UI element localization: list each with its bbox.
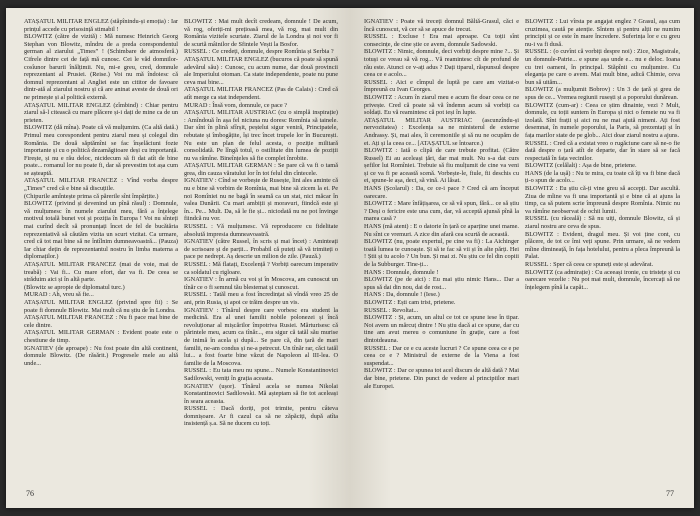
paragraph: RUSSEL : Excluse ! Era mai aproape. Cu toții sînt consecințe, de cine știe ce avem, domnule Sadowski. — [364, 33, 519, 48]
paragraph: ATAȘATUL MILITAR FRANCEZ : Nu fi pace mai bine de cele dintre. — [24, 314, 178, 329]
paragraph: HANS (Școlarul) : Da, ce ce-i pace ? Cred că am început oarecare. — [364, 185, 519, 200]
paragraph: ATAȘATUL MILITAR ENGLEZ (zîmbind) : Chiar pentru ziarul să-l citească cu mare plăcere și-i dați de mine ca de un prieten. — [24, 101, 178, 124]
paragraph: BLOWITZ (dă mîna). Poate că vă mulțumim. (Ca altă dată.) Primul meu corespondent pentru ziarul meu și colegul din Romănia. De două săptămîni se fac înșelăciuni fozte importante și cu o politică dezamăgitoare deși cu importanță. Firește, și nu e rău deloc, nicidecum să fi dat atît de bine poate... romanul lor nu poate fi, dar să prevestim tot așa cum se așteaptă. — [24, 124, 178, 177]
paragraph: IGNATIEV : Tînărul despre care vorbesc era student la medicină. Era al unei familii nobile polonezei și încă revoluționar al mișcărilor împotriva Rusiei. Mărturisesc că părintele meu, acum ca tînăr..., era sigur că tatăl său murise de inimă în acela și după... Se pare că, din țară de mari familii, ne-am condus și ne-a petrecut. Un tînăr rar, căci tatăl lui... a fost foarte bine văzut de Napoleon al III-lea. O familie de la Moscova. — [184, 306, 338, 367]
paragraph: RUSSEL : Vă mulțumesc. Vă reproducere cu fidelitate absolută impresia dumneavoastră. — [184, 223, 338, 238]
paragraph: ATAȘATUL MILITAR AUSTRIAC (ascunzîndu-și nervozitatea) : Excelența sa ne ministerul de externe Andrassy. Și, mai ales, îi ceremoniile și să nu ne ocupăm de ei. Ați și la ceea ce... [ATAȘATUL se întoarce.) — [364, 116, 519, 147]
paragraph: HANS (de la ușă) : Nu te mira, cu toate că îți va fi bine dacă ți-o spun de acolo... — [525, 169, 680, 185]
paragraph: ATAȘATUL MILITAR GERMAN : Evident poate este o chestiune de timp. — [24, 329, 178, 344]
paragraph: BLOWITZ : Dar ce spunea tot acel discurs de altă dată ? Mai dar bine, prietene. Din punct de vedere al principiilor mari ale Europei. — [364, 367, 519, 390]
paragraph: ATAȘATUL MILITAR AUSTRIAC (cu o simplă inspirație) : Amîndouă în așa fel niciuna nu doresc Romînia să tainele. Dar sînt în plină sfîrșit, peștelui sigur veniră, Principatele, rebutate și îmbogățite, își trec încet trupele lor în București. Nu este un plan de felul acesta, o poziție militară consolidată. Pe lîngă totul, o ostilitate din lumea de poziții nu va rămîne. Bineînțeles să fie complet înrobite. — [184, 109, 338, 162]
paragraph: IGNATIEV : Cînd se vorbește de Rusește, lini ales aminte că nu e bine să vorbim de Romînia, mai bine să zicem la ei. Pe noi Romîniei nu ne bagă în seamă ca un stat, nici măcar în valea Dunării. Cu mari ambiții și moravuri, fiindcă este și în... Pe... Mult. Da, să le fie și... niciodată nu ne pot învinge fiindcă nu vor. — [184, 177, 338, 223]
paragraph: RUSSEL : Eu tata meu nu spune... Numele Konstantinovici Sadilowski, veniți în grația aceasta. — [184, 367, 338, 382]
paragraph: ATAȘATUL MILITAR ENGLEZ (stăpînindu-și emoția) : Iar prințul accede cu prisosință stimabil ! — [24, 18, 178, 33]
paragraph: HANS : Domnule, domnule ! — [364, 268, 439, 276]
paragraph: BLOWITZ (pe de aici) : Eu mai știu nimic Hans... Dar a spus să dai din nou, dai de rost... — [364, 276, 519, 291]
paragraph: HANS (mă atent) : E o datorie în țară ce aparține unei mame. Nu sînt ce vremuri. A zice din afară cea scurtă de această. — [364, 223, 519, 238]
paragraph: BLOWITZ : Eu știu că-ți vine greu să accepți. Dar ascultă. Ziua de mîine va fi una importantă și e bine că ai ajuns la timp, ca să putem scrie împreună despre Romînia. Nimic nu va rămîne neobservat de ochii lumii. — [525, 185, 680, 215]
paragraph: IGNATIEV (către Russel, în scris și mai încet) : Aminteați de scrisoare și de parții... Probabil că puteți să vă trimiteți o pace pe nedrept. Aș descrie un milion de zile. (Pauză.) — [184, 238, 338, 261]
paragraph: ATAȘATUL MILITAR ENGLEZ (privind spre fii) : Se poate fi domnule Blowitz. Mai mult că nu știu de în Londra. — [24, 298, 178, 314]
paragraph: HANS : Da, domnule ! (Iese.) — [364, 291, 440, 299]
paragraph: BLOWITZ : Iată o clipă de care trebuie profitat. (Către Russel) Ei au aceleași țări, dar mai mult. Nu s-a dat curs șefilor lui Romîniei. Trebuie să fiu mulțumit de cine va veni și ce va fi pe această scenă. Vorbește-le, fiule, fii deschis cu ei, spune-le așa, deci, să vină. Ai lăsat. — [364, 147, 519, 185]
right-page — [350, 8, 694, 508]
paragraph: BLOWITZ (nu, poate expertul, pe cine va fi) : La Aichinger toată lumea te cunoaște. Și să te fac să vii și în alte părți. Hei ! Știi și tu acolo ? Un bun. Și mai zi. Nu știu ce fel din copiii de la Subburger. Tine-ți... — [364, 238, 519, 268]
paragraph: RUSSEL (cu răceală) : Să nu uiți, domnule Blowitz, că și ziarul nostru are ceva de spus. — [525, 215, 680, 231]
paragraph: BLOWITZ : Ești cam trist, prietene. — [364, 298, 456, 306]
paragraph: IGNATIEV : Poate vă treceți domnul Băltă-Grasul, căci e încă cunoscut, vă cer să se apuce de trecut. — [364, 18, 519, 33]
paragraph: BLOWITZ (privind și devenind un pînă răsul) : Domnule, vă mulțumesc în numele ziarului meu, fără a înțelege motivul totală bunei voi și poziția în Europa ! Voi nu sînteți mai curînd decît să pronunțați încet de fel de bucătăria reprezentativă să căutăm vizita un scurt vizitat. Ca urmare, cred că tot mai bine să ne întîlnim dumneavoastră... (Pauza) Iar chiar dețin de reprezentantul nostru în limba materna a diplomaților.) — [24, 200, 178, 261]
paragraph: MURAD : Ah, vreu să fie... — [24, 291, 94, 299]
paragraph: (Blowitz se apropie de diplomatul turc.) — [24, 283, 125, 291]
paragraph: BLOWITZ (către de vizită) : Mă numesc Heinrich Georg Stephan von Blowitz, mîndru de a preda corespondentul german al ziarului „Times” ! (Schimbare de atmosferă.) Cifrele dintre cei de față mă cunosc. Cei le văd domnilor-cosîunor barurii înălțimii. Nu, mi-e greu, cred, domnule reprezentant al Prusiei. (Reise.) Voi nu mă îndoiesc că domnul reprezentant al Angliei este un cititor de favoare dintr-ată al ziarului nostru și că are aninat aveste de două ori ne primește și al politică externă. — [24, 33, 178, 101]
paragraph: IGNATIEV (ușor). Tînărul acela se numea Nikolai Konstantinovici Sadilowski. Mă așteptam să fie tot aceleași în seara aceasta. — [184, 382, 338, 405]
paragraph: BLOWITZ : Evident, dragul meu. Și voi ține cont, cu plăcere, de tot ce îmi veți spune. Prin urmare, să ne vedem mîine dimineață, în fața hotelului, pentru a pleca împreună la Palat. — [525, 230, 680, 261]
paragraph: ATAȘATUL MILITAR FRANCEZ (mai de voie, mai de treabă) : Vai fi... Cu mare efort, dar va fi. De ceea se străduim aici și în altă parte. — [24, 261, 178, 284]
right-page-columns — [364, 18, 680, 480]
paragraph: ATAȘATUL MILITAR FRANCEZ : Vînd vorba despre „Times” cred că e bine să discuțiile. — [24, 177, 178, 193]
paragraph: BLOWITZ (cum-ar) : Ceea ce știm dinainte, vezi ? Mult, domnule, cu toții suntem în Europa și nici o femeie nu va fi izolată. Sînt frații și aici nu ne mai ajută nimeni. Ați fost desemnat, în numele poporului, la Paris, să prezentați și în fața marilor state de pe glob... Aici doar ziarul nostru a ajuns. — [525, 101, 680, 139]
paragraph: IGNATIEV : În armă cu voi și în Moscova, am cunoscut un tînăr ce o fi semnul tău blestemat și cunoscut. — [184, 276, 338, 291]
paragraph: RUSSEL : Dacă doriți, pot trimite, pentru câteva domnișoare. Ar fi cazul ca să ne zăpăciți, după atîta insistență ș.a. Să ne ducem cu toți. — [184, 405, 338, 428]
left-page — [6, 8, 350, 508]
paragraph: ATAȘATUL MILITAR GERMAN : Se pare că va fi o tamă grea, din cauza văratului lor în tot felul din cîntecele. — [184, 162, 338, 177]
paragraph: RUSSEL : Cred că a existat vreo o rugăciune care să ne-o fie dată despre o țară atît de departe, dar în stare să se facă respectată în fața vecinilor. — [525, 139, 680, 162]
paragraph: RUSSEL : Revoltat... — [364, 306, 419, 314]
right-column-2 — [525, 18, 680, 480]
paragraph: RUSSEL : Sper că ceea ce spuneți este și adevărat. — [525, 261, 654, 268]
paragraph: BLOWITZ : Acum în ziarul meu e acum fie doar ceea ce ne privește. Cred că poate să vă îndemn acum să vorbiți ca soldați. Eu vă reamintesc că pot ieși în lupte. — [364, 93, 519, 117]
paragraph: MURAD : Însă vom, domnule, ce pace ? — [184, 101, 287, 109]
paragraph: RUSSEL : Tatăl meu a fost încredințat să vîndă vreo 25 de ani, prin Rusia, și apoi ce trăim despre un vis. — [184, 291, 338, 306]
left-column-1 — [24, 18, 178, 480]
paragraph: ATAȘATUL MILITAR FRANCEZ (Pas de Calais) : Cred că atît merge ca stat independent. — [184, 86, 338, 101]
page-number-right: 77 — [666, 489, 674, 498]
paragraph: BLOWITZ : Lui vîrsta pe angajat englez ? Grasul, așa cum cruzimea, caută pe atenție. Sîntem și pentru alții ne numim principii și ce este în mare încredere. Suferința lor e cu greu nu-i va fi dusă. — [525, 18, 680, 48]
paragraph: BLOWITZ : Mai mult decît credeam, domnule ! De acum, vă rog, oferiți-mi prețioasă mea, vă rog, mai mult din România vizitele scurtate. Ziarul de la Londra și noi vor fi de scurtă mâinilor de Sfintele Vești la Bosfor. — [184, 18, 338, 48]
left-column-2 — [184, 18, 338, 480]
paragraph: BLOWITZ (ca admirație) : Cu aceeași ironie, cu tristețe și cu oarecare vezelie : Nu pot mai mult, domnule, încercați să ne înțelegem pînă la capăt... — [525, 268, 680, 291]
right-column-1 — [364, 18, 519, 480]
paragraph: RUSSEL : (o cuvînt că vorbiți despre noi) : Zice, Magistrale, un domnule-Patrie... e spune așa unde e... nu e deloc. Ioana cu trei oameni, în principal. Stăpînii cu mulțumire. Cu eleganța pe care o avem. Mai mult bine, adică Chimie, ceva bun să uităm... — [525, 48, 680, 86]
paragraph: RUSSEL : Dar ce e cu aceste lucruri ? Ce spune ceea ce e pe ceea ce e ? Ministrul de externe de la Viena a fost suspendat... — [364, 344, 519, 367]
paragraph: RUSSEL : Ce credeți, domnule, despre Romînia și Serbia ? — [184, 48, 334, 56]
paragraph: BLOWITZ (a mulțumit Bobrov) : Un 3 de țară și greu de spus de ce... Vremea regiunii rusești și a poporului dunărean. — [525, 86, 680, 101]
paragraph: (Chipurile amîntește prima că părerile sînt împărțite.) — [24, 192, 159, 200]
paragraph: BLOWITZ : Și, acum, un altul ce tot ce spune iese în tipar. Noi avem un mărcuț dintre ! Nu știu dacă ai ce spune, dar cu tine am avut mereu o comuniune în grație, care a fost dintotdeauna. — [364, 314, 519, 344]
paragraph: BLOWITZ : Mare înfățișarea, ce să vă spun, fără... ce să știu ? Deși o fericire este una cum, dar, vă acceptă ajunsă pînă la marea casă ? — [364, 200, 519, 223]
book-spread — [6, 8, 694, 508]
paragraph: IGNATIEV (de aproape) : Nu fost poate din altă continent, domnule Blowitz. (De răsărit.) Progresele mele au altă unde... — [24, 344, 178, 367]
paragraph: BLOWITZ (celălalt) : Așa de bine, prietene. — [525, 162, 637, 170]
paragraph: ATAȘATUL MILITAR ENGLEZ (bucuros că poate să spună adevărul său) : Cunosc, cu acum nume, dar două provincii ale Imperiului otoman. Ca state independente, poate nu pune ceva mai bine... — [184, 55, 338, 86]
paragraph: BLOWITZ : Nimic, domnule, deci vorbiți despre mine ?... Și totuși ce vreau să vă rog... Vă reamintesc cît de profund de rău este. Atunci ce v-ați adus ? Dați tiparul, răspunsul despre ceea ce e acolo... — [364, 48, 519, 79]
page-number-left: 76 — [26, 489, 34, 498]
left-page-columns — [24, 18, 338, 480]
paragraph: RUSSEL : Aici e cîmpul de luptă pe care am vizitat-o împreună cu Ivan Ceorges. — [364, 78, 519, 94]
paragraph: RUSSEL : Mă flatați, Excelență ? Vorbiți oarecum imperativ ca soldatul cu rigloare. — [184, 261, 338, 276]
